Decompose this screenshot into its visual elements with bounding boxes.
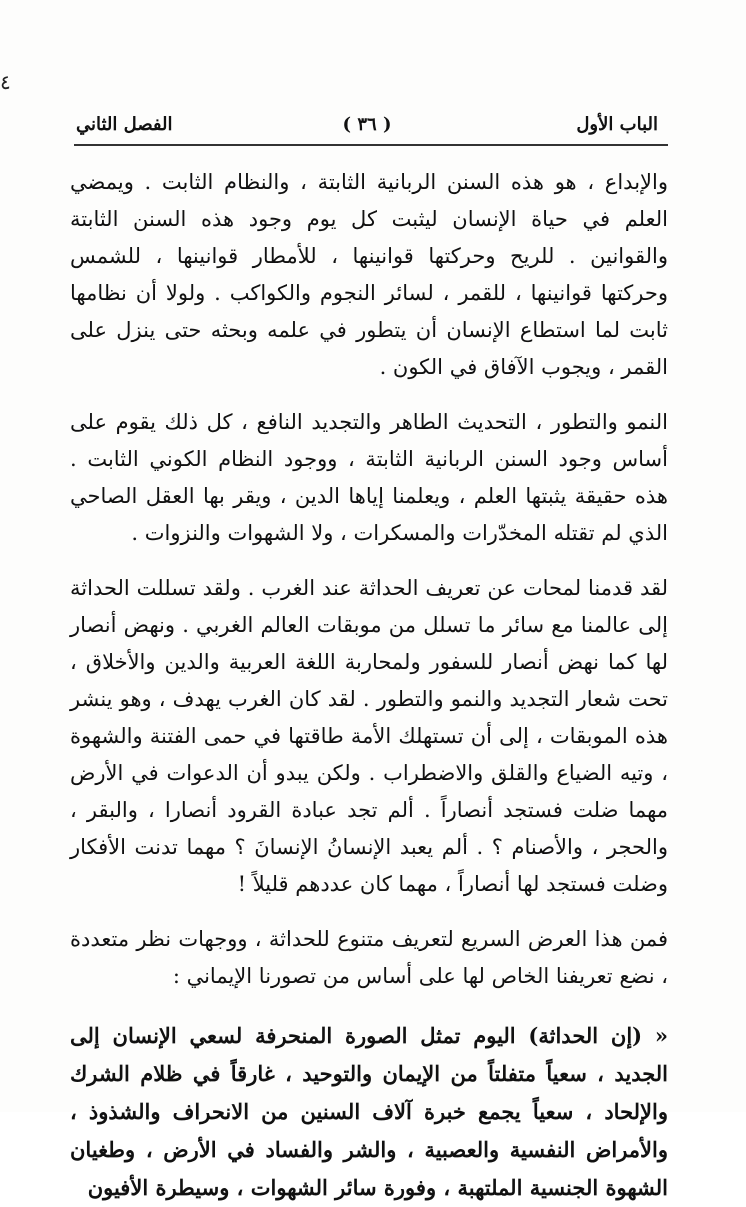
section-title: الفصل الثاني (76, 114, 173, 135)
paragraph-1: والإبداع ، هو هذه السنن الربانية الثابتة ، والنظام الثابت . ويمضي العلم في حياة الإنسان ليثبت كل يوم وجود هذه السنن الثابتة والقوانين . للريح وحركتها قوانينها ، للأمطار قوانينها ، للشمس وحركتها قوانينها ، للقمر ، لسائر النجوم والكواكب . ولولا أن نظامها ثابت لما استطاع الإنسان أن يتطور في علمه وبحثه حتى ينزل على القمر ، ويجوب الآفاق في الكون . (70, 170, 668, 379)
header-rule (74, 144, 668, 146)
chapter-title: الباب الأول (576, 114, 658, 135)
corner-mark: ٤ (0, 70, 11, 94)
paragraph-4: فمن هذا العرض السريع لتعريف متنوع للحداثة ، ووجهات نظر متعددة ، نضع تعريفنا الخاص لها على أساس من تصورنا الإيماني : (70, 927, 668, 988)
paragraph-3: لقد قدمنا لمحات عن تعريف الحداثة عند الغرب . ولقد تسللت الحداثة إلى عالمنا مع سائر ما تسلل من موبقات العالم الغربي . ونهض أنصار لها كما نهض أنصار للسفور ولمحاربة اللغة العربية والدين والأخلاق ، تحت شعار التجديد والنمو والتطور . لقد كان الغرب يهدف ، وهو ينشر هذه الموبقات ، إلى أن تستهلك الأمة طاقتها في حمى الفتنة والشهوة ، وتيه الضياع والقلق والاضطراب . ولكن يبدو أن الدعوات في الأرض مهما ضلت فستجد أنصاراً . ألم تجد عبادة القرود أنصارا ، والبقر ، والحجر ، والأصنام ؟ . ألم يعبد الإنسانُ الإنسانَ ؟ مهما تدنت الأفكار وضلت فستجد لها أنصاراً ، مهما كان عددهم قليلاً ! (70, 576, 668, 896)
quoted-definition: « (إن الحداثة) اليوم تمثل الصورة المنحرفة لسعي الإنسان إلى الجديد ، سعياً متفلتاً من الإيمان والتوحيد ، غارقاً في ظلام الشرك والإلحاد ، سعياً يجمع خبرة آلاف السنين من الانحراف والشذوذ ، والأمراض النفسية والعصبية ، والشر والفساد في الأرض ، وطغيان الشهوة الجنسية الملتهبة ، وفورة سائر الشهوات ، وسيطرة الأفيون (70, 1023, 669, 1200)
paragraph-2: النمو والتطور ، التحديث الطاهر والتجديد النافع ، كل ذلك يقوم على أساس وجود السنن الربانية الثابتة ، ووجود النظام الكوني الثابت . هذه حقيقة يثبتها العلم ، ويعلمنا إياها الدين ، ويقر بها العقل الصاحي الذي لم تقتله المخدّرات والمسكرات ، ولا الشهوات والنزوات . (70, 410, 668, 545)
page-header (76, 108, 658, 142)
page-body (70, 164, 669, 1200)
page-number: ( ٣٦ ) (342, 114, 392, 135)
